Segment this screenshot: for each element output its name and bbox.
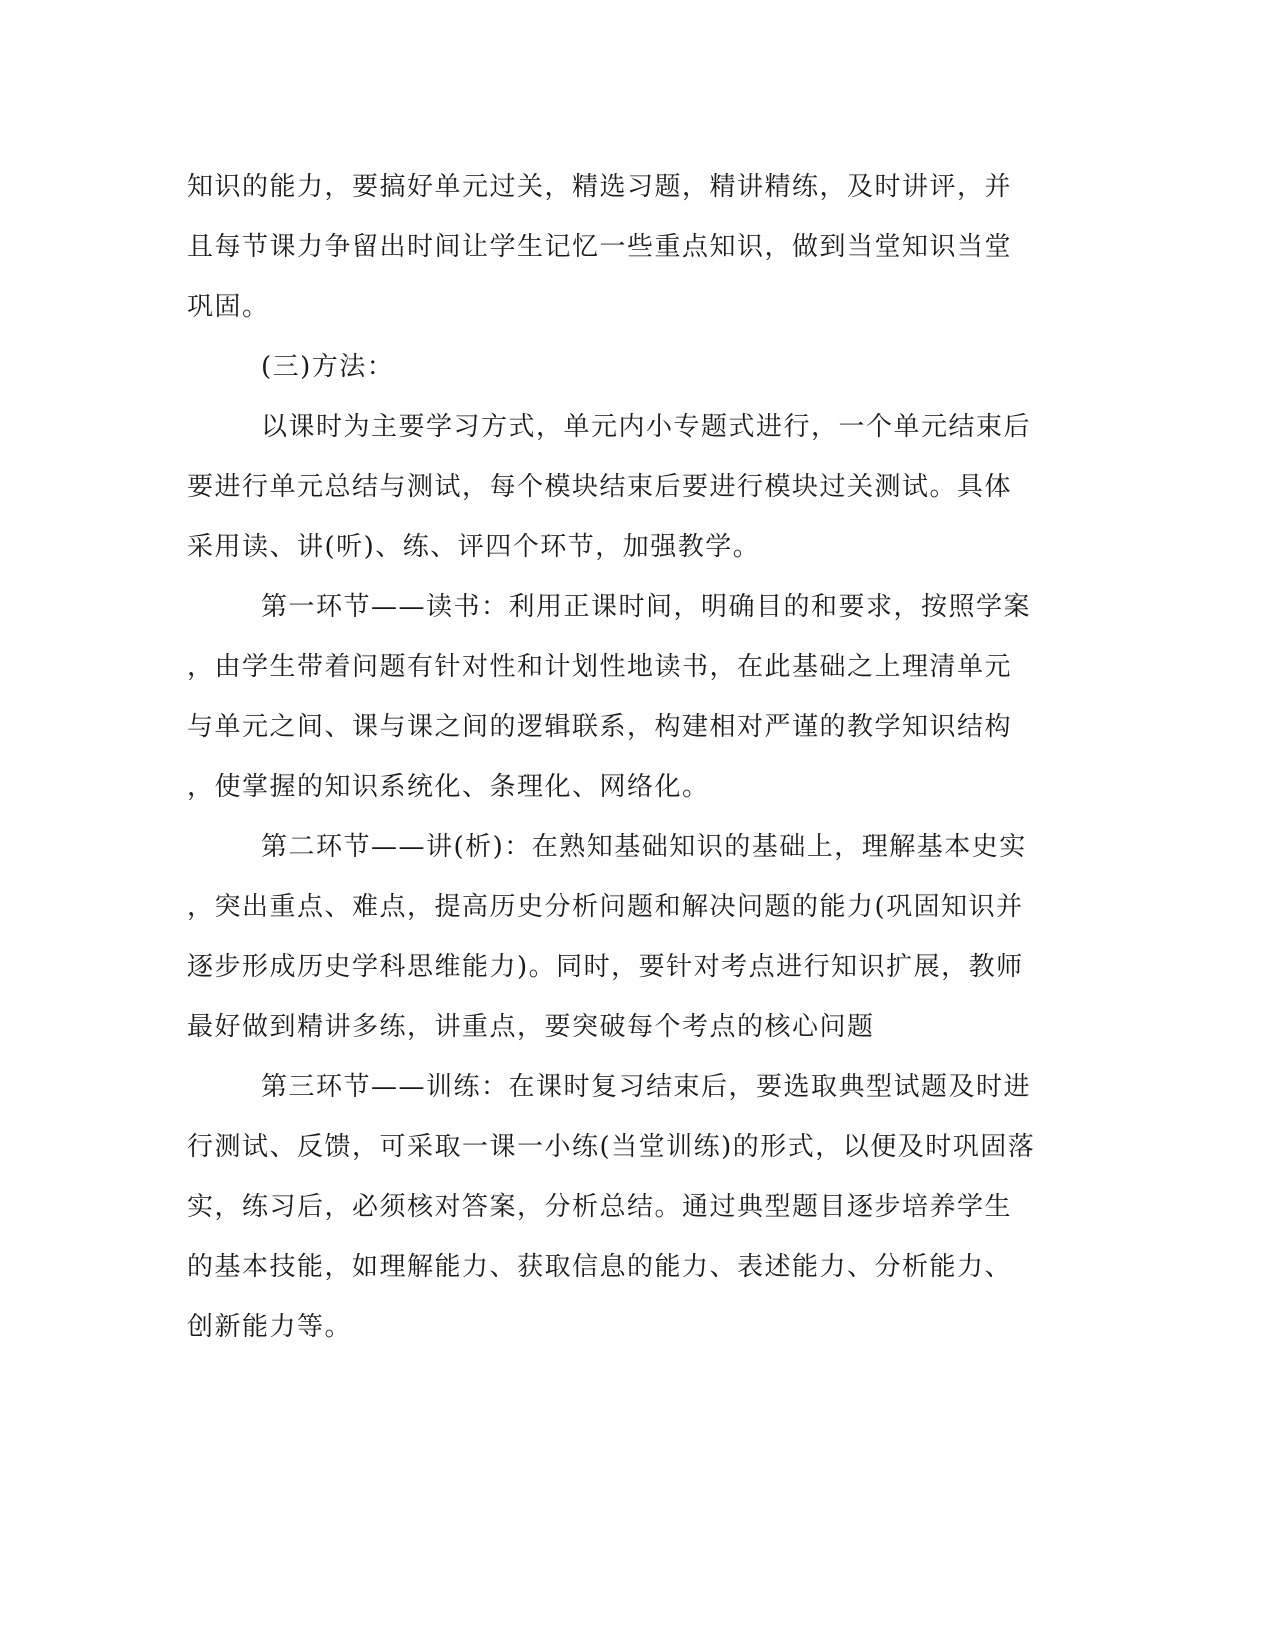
section-heading-methods — [187, 337, 1067, 397]
paragraph-1 — [187, 157, 1067, 337]
text-line: 行测试、反馈，可采取一课一小练(当堂训练)的形式，以便及时巩固落 — [187, 1132, 1036, 1162]
text-line: 第三环节——训练：在课时复习结束后，要选取典型试题及时进 — [261, 1072, 1032, 1102]
text-line: 巩固。 — [187, 292, 270, 322]
text-line: 与单元之间、课与课之间的逻辑联系，构建相对严谨的教学知识结构 — [187, 712, 1013, 742]
text-line: 逐步形成历史学科思维能力)。同时，要针对考点进行知识扩展，教师 — [187, 952, 1024, 982]
text-line: 的基本技能，如理解能力、获取信息的能力、表述能力、分析能力、 — [187, 1252, 1013, 1282]
text-line: 知识的能力，要搞好单元过关，精选习题，精讲精练，及时讲评，并 — [187, 172, 1013, 202]
heading-text: (三)方法： — [261, 352, 395, 382]
text-line: 以课时为主要学习方式，单元内小专题式进行，一个单元结束后 — [261, 412, 1032, 442]
text-line: ，突出重点、难点，提高历史分析问题和解决问题的能力(巩固知识并 — [187, 892, 1024, 922]
text-line: 实，练习后，必须核对答案，分析总结。通过典型题目逐步培养学生 — [187, 1192, 1013, 1222]
text-line: 且每节课力争留出时间让学生记忆一些重点知识，做到当堂知识当堂 — [187, 232, 1013, 262]
text-line: 创新能力等。 — [187, 1312, 353, 1342]
text-line: ，使掌握的知识系统化、条理化、网络化。 — [187, 772, 710, 802]
text-line: ，由学生带着问题有针对性和计划性地读书，在此基础之上理清单元 — [187, 652, 1013, 682]
document-body — [187, 157, 1067, 1357]
text-line: 要进行单元总结与测试，每个模块结束后要进行模块过关测试。具体 — [187, 472, 1013, 502]
text-line: 第一环节——读书：利用正课时间，明确目的和要求，按照学案 — [261, 592, 1032, 622]
paragraph-step-2-lecture — [187, 817, 1067, 1057]
paragraph-step-3-training — [187, 1057, 1067, 1357]
text-line: 最好做到精讲多练，讲重点，要突破每个考点的核心问题 — [187, 1012, 875, 1042]
paragraph-3 — [187, 397, 1067, 577]
text-line: 采用读、讲(听)、练、评四个环节，加强教学。 — [187, 532, 761, 562]
paragraph-step-1-reading — [187, 577, 1067, 817]
text-line: 第二环节——讲(析)：在熟知基础知识的基础上，理解基本史实 — [261, 832, 1027, 862]
